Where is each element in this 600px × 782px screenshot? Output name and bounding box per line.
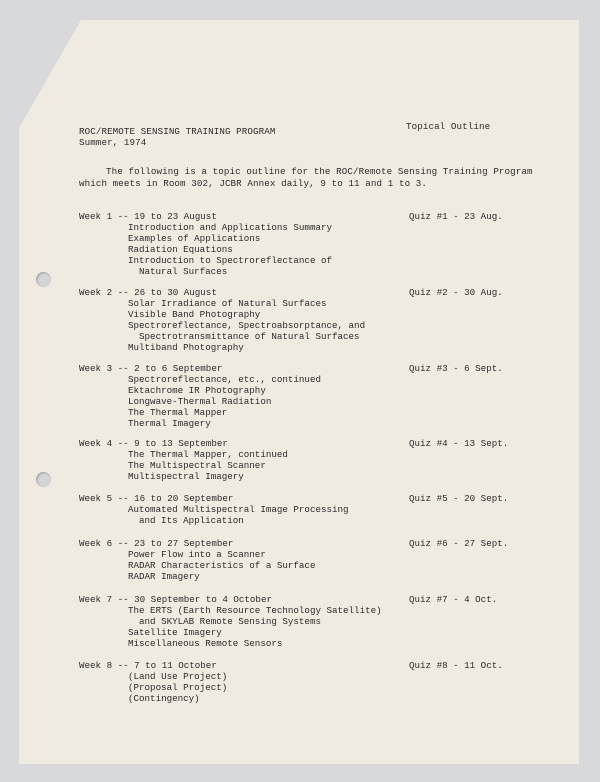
intro-line-2: which meets in Room 302, JCBR Annex daily, 9 to 11 and 1 to 3. [79,178,428,189]
week-block [79,287,529,353]
topic-line: Spectroreflectance, Spectroabsorptance, and [128,320,366,331]
topic-line: Thermal Imagery [128,418,211,429]
topic-line: and Its Application [139,515,244,526]
week-title: Week 1 -- 19 to 23 August [79,211,217,222]
topic-line: Solar Irradiance of Natural Surfaces [128,298,327,309]
quiz-date: Quiz #2 - 30 Aug. [409,287,503,298]
topic-line: Spectrotransmittance of Natural Surfaces [128,331,360,342]
week-block [79,363,529,429]
week-header [79,211,529,222]
week-header [79,493,529,504]
program-title: ROC/REMOTE SENSING TRAINING PROGRAM [79,126,276,137]
week-block [79,538,529,582]
week-title: Week 5 -- 16 to 20 September [79,493,234,504]
week-block [79,438,529,482]
week-title: Week 2 -- 26 to 30 August [79,287,217,298]
intro-line-1: The following is a topic outline for the ROC/Remote Sensing Training Program [106,166,533,177]
topic-line: (Land Use Project) [128,671,228,682]
topic-line: Power Flow into a Scanner [128,549,266,560]
quiz-date: Quiz #4 - 13 Sept. [409,438,509,449]
topic-line: RADAR Imagery [128,571,200,582]
week-header [79,363,529,374]
topic-line: Miscellaneous Remote Sensors [128,638,283,649]
topic-line: Spectroreflectance, etc., continued [128,374,321,385]
topic-line: Radiation Equations [128,244,233,255]
topic-line: and SKYLAB Remote Sensing Systems [128,616,321,627]
topic-line: Examples of Applications [128,233,261,244]
topic-line: (Proposal Project) [128,682,228,693]
week-title: Week 6 -- 23 to 27 September [79,538,234,549]
punch-hole-top [36,272,51,287]
quiz-date: Quiz #7 - 4 Oct. [409,594,498,605]
week-title: Week 4 -- 9 to 13 September [79,438,228,449]
week-header [79,287,529,298]
week-header [79,594,529,605]
week-title: Week 3 -- 2 to 6 September [79,363,223,374]
document-type: Topical Outline [406,121,491,132]
quiz-date: Quiz #6 - 27 Sept. [409,538,509,549]
topic-line: Introduction and Applications Summary [128,222,332,233]
topic-line: Multispectral Imagery [128,471,244,482]
week-header [79,660,529,671]
topic-line: The ERTS (Earth Resource Technology Satellite) [128,605,382,616]
quiz-date: Quiz #3 - 6 Sept. [409,363,503,374]
week-block [79,594,529,649]
term: Summer, 1974 [79,137,147,148]
topic-line: The Multispectral Scanner [128,460,266,471]
topic-line: Satellite Imagery [128,627,222,638]
topic-line: The Thermal Mapper, continued [128,449,288,460]
topic-line: The Thermal Mapper [128,407,228,418]
topic-line: Multiband Photography [128,342,244,353]
topic-line: Automated Multispectral Image Processing [128,504,349,515]
topic-line: (Contingency) [128,693,200,704]
quiz-date: Quiz #8 - 11 Oct. [409,660,503,671]
week-block [79,660,529,704]
week-title: Week 8 -- 7 to 11 October [79,660,217,671]
week-block [79,211,529,277]
topic-line: Natural Surfaces [139,266,228,277]
punch-hole-bottom [36,472,51,487]
week-header [79,538,529,549]
topic-line: Introduction to Spectroreflectance of [128,255,332,266]
quiz-date: Quiz #1 - 23 Aug. [409,211,503,222]
topic-line: Longwave-Thermal Radiation [128,396,272,407]
week-block [79,493,529,526]
topic-line: Visible Band Photography [128,309,261,320]
topic-line: RADAR Characteristics of a Surface [128,560,316,571]
quiz-date: Quiz #5 - 20 Sept. [409,493,509,504]
topic-line: Ektachrome IR Photography [128,385,266,396]
week-title: Week 7 -- 30 September to 4 October [79,594,272,605]
week-header [79,438,529,449]
